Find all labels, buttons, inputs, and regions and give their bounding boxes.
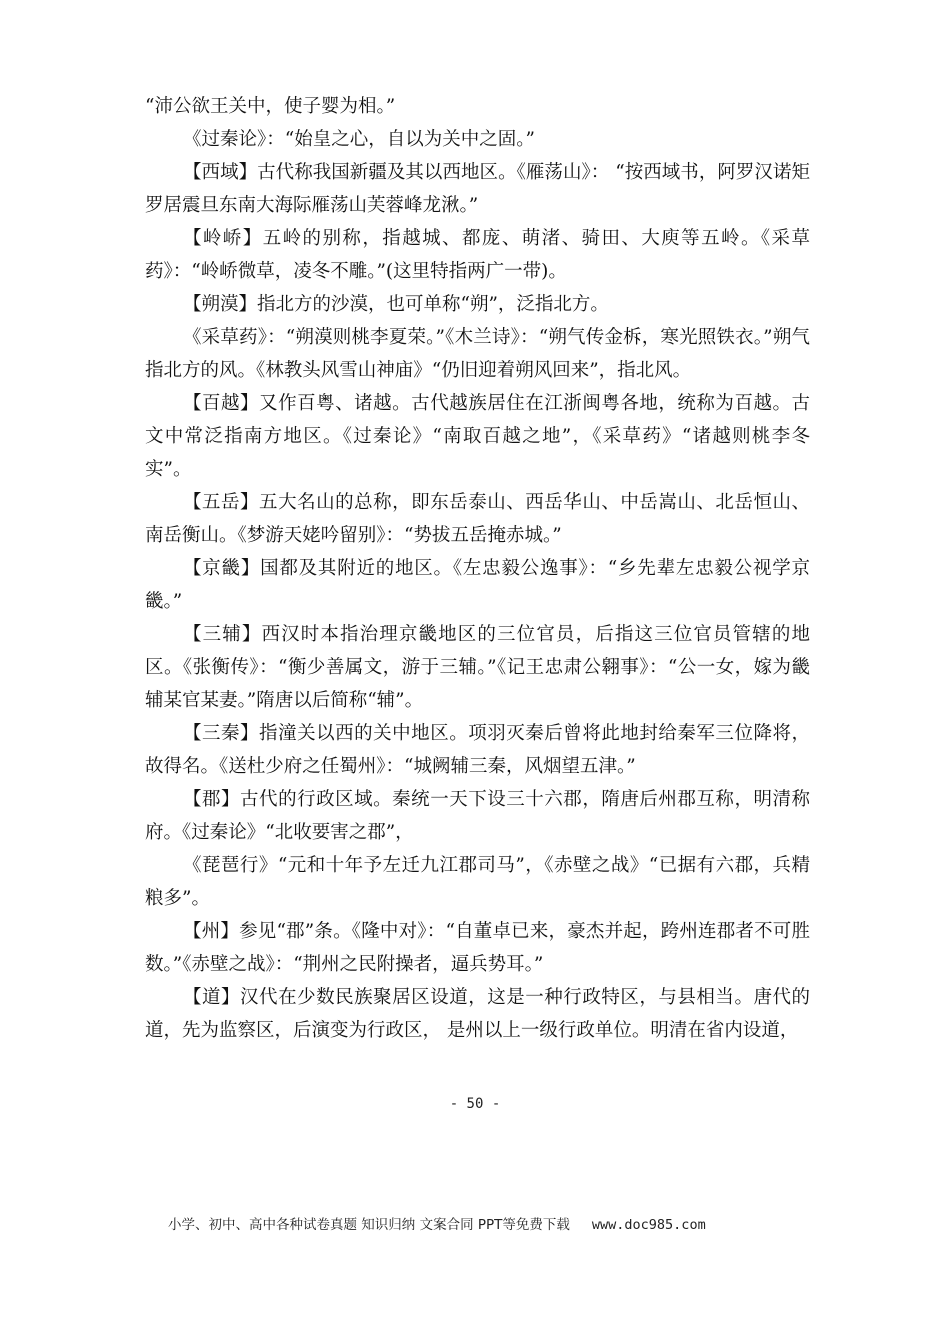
paragraph: 《过秦论》：“始皇之心，自以为关中之固。” bbox=[183, 129, 535, 150]
paragraph: 【州】参见“郡”条。《隆中对》：“自董卓已来，豪杰并起，跨州连郡者不可胜数。”《赤壁之战》：“荆州之民附操者，逼兵势耳。” bbox=[145, 921, 810, 975]
paragraph: 【五岳】五大名山的总称，即东岳泰山、西岳华山、中岳嵩山、北岳恒山、南岳衡山。《梦游天姥吟留别》：“势拔五岳掩赤城。” bbox=[145, 492, 810, 546]
footer-site-link[interactable]: www.doc985.com bbox=[591, 1217, 706, 1233]
paragraph: 【三辅】西汉时本指治理京畿地区的三位官员，后指这三位官员管辖的地区。《张衡传》：“衡少善属文，游于三辅。”《记王忠肃公翱事》：“公一女，嫁为畿辅某官某妻。”隋唐以后简称“辅”。 bbox=[145, 624, 810, 711]
paragraph: 【百越】又作百粤、诸越。古代越族居住在江浙闽粤各地，统称为百越。古文中常泛指南方地区。《过秦论》“南取百越之地”，《采草药》“诸越则桃李冬实”。 bbox=[145, 393, 810, 480]
paragraph: “沛公欲王关中，使子婴为相。” bbox=[145, 96, 396, 117]
paragraph: 【西域】古代称我国新疆及其以西地区。《雁荡山》： “按西域书，阿罗汉诺矩罗居震旦东南大海际雁荡山芙蓉峰龙湫。” bbox=[145, 162, 810, 216]
paragraph: 《琵琶行》“元和十年予左迁九江郡司马”，《赤壁之战》“已据有六郡，兵精粮多”。 bbox=[145, 855, 810, 909]
footer bbox=[168, 1213, 706, 1233]
paragraph: 【京畿】国都及其附近的地区。《左忠毅公逸事》：“乡先辈左忠毅公视学京畿。” bbox=[145, 558, 810, 612]
page-content bbox=[145, 90, 810, 1047]
page-number: - 50 - bbox=[449, 1096, 501, 1112]
paragraph: 【岭峤】五岭的别称，指越城、都庞、萌渚、骑田、大庾等五岭。《采草药》：“岭峤微草，凌冬不雕。”(这里特指两广一带)。 bbox=[145, 228, 810, 282]
paragraph: 【道】汉代在少数民族聚居区设道，这是一种行政特区，与县相当。唐代的道，先为监察区，后演变为行政区， 是州以上一级行政单位。明清在省内设道， bbox=[145, 987, 810, 1041]
paragraph: 《采草药》：“朔漠则桃李夏荣。”《木兰诗》：“朔气传金柝，寒光照铁衣。”朔气指北方的风。《林教头风雪山神庙》“仍旧迎着朔风回来”，指北风。 bbox=[145, 327, 810, 381]
paragraph: 【三秦】指潼关以西的关中地区。项羽灭秦后曾将此地封给秦军三位降将，故得名。《送杜少府之任蜀州》：“城阙辅三秦，风烟望五津。” bbox=[145, 723, 810, 777]
footer-text: 小学、初中、高中各种试卷真题 知识归纳 文案合同 PPT等免费下载 bbox=[168, 1217, 570, 1233]
paragraph: 【朔漠】指北方的沙漠，也可单称“朔”，泛指北方。 bbox=[183, 294, 609, 315]
paragraph: 【郡】古代的行政区域。秦统一天下设三十六郡，隋唐后州郡互称，明清称府。《过秦论》“北收要害之郡”， bbox=[145, 789, 810, 843]
